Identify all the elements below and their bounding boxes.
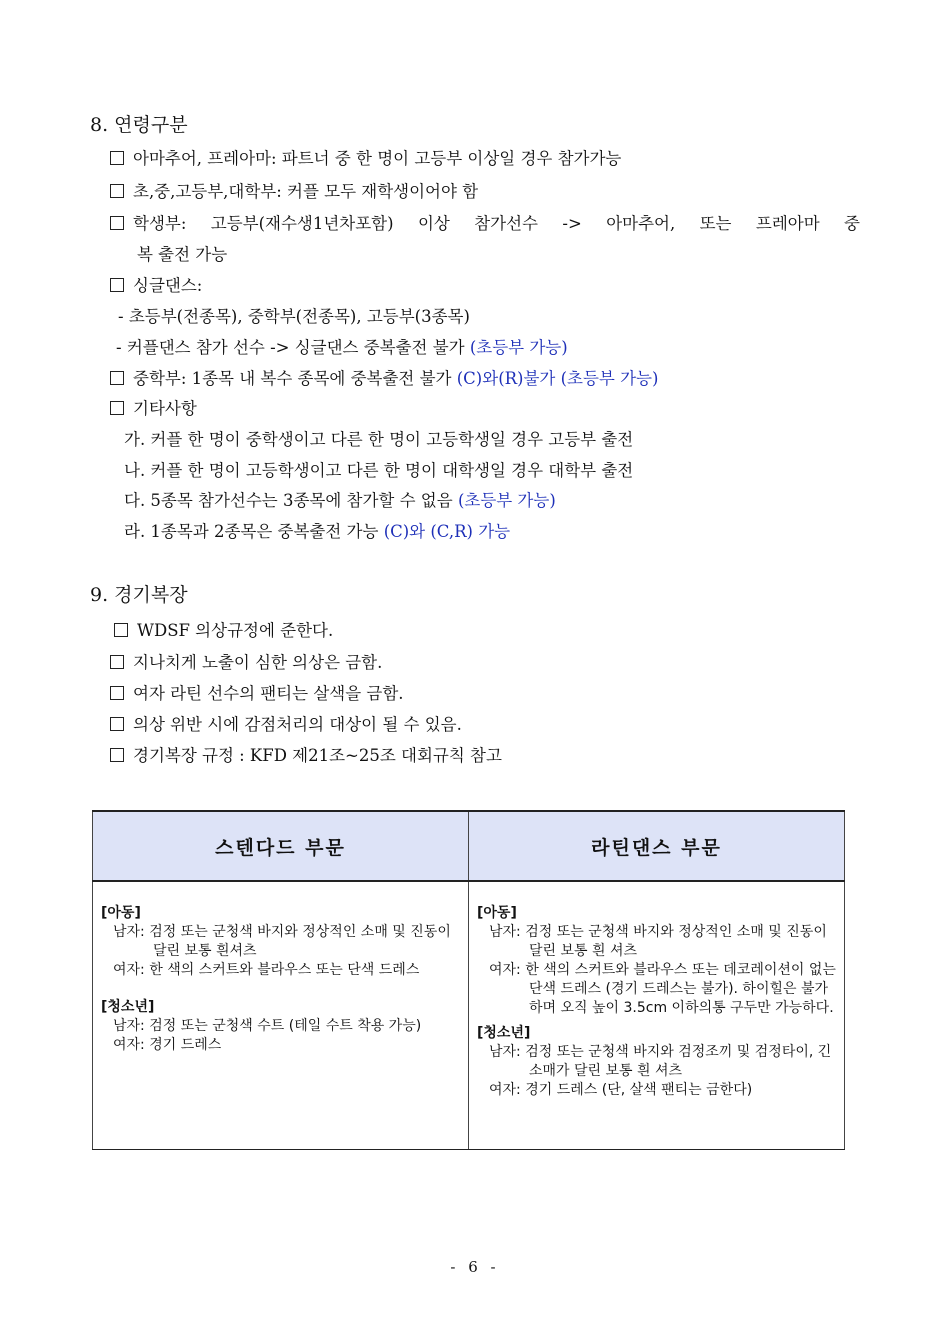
latin-youth-male: 남자: 검정 또는 군청색 바지와 검정조끼 및 검정타이, 긴 소매가 달린 보통 흰 셔츠: [489, 1044, 832, 1079]
age-item-schools: 초,중,고등부,대학부: 커플 모두 재학생이어야 함: [110, 181, 478, 203]
age-item-amateur: 아마추어, 프레아마: 파트너 중 한 명이 고등부 이상일 경우 참가가능: [110, 148, 621, 170]
standard-cell: [93, 881, 469, 1150]
single-sub-2: - 커플댄스 참가 선수 -> 싱글댄스 중복출전 불가 (초등부 가능): [116, 338, 568, 357]
checkbox-icon: [110, 216, 124, 230]
dress-item-4: 의상 위반 시에 감점처리의 대상이 될 수 있음.: [110, 714, 462, 736]
dress-item-3: 여자 라틴 선수의 팬티는 살색을 금함.: [110, 683, 404, 705]
age-item-student-cont: 복 출전 가능: [137, 245, 228, 264]
latin-youth-label: [청소년]: [477, 1025, 531, 1041]
checkbox-icon: [110, 401, 124, 415]
header-standard: 스텐다드 부문: [93, 811, 469, 881]
single-sub-1: - 초등부(전종목), 중학부(전종목), 고등부(3종목): [118, 307, 470, 326]
dress-item-2: 지나치게 노출이 심한 의상은 금함.: [110, 652, 382, 674]
checkbox-icon: [110, 278, 124, 292]
checkbox-icon: [110, 748, 124, 762]
dress-item-5: 경기복장 규정 : KFD 제21조~25조 대회규칙 참고: [110, 745, 502, 767]
checkbox-icon: [110, 717, 124, 731]
latin-cell: [469, 881, 845, 1150]
standard-child-female: 여자: 한 색의 스커트와 블라우스 또는 단색 드레스: [113, 962, 420, 978]
age-item-single: 싱글댄스:: [110, 275, 202, 297]
standard-child-male: 남자: 검정 또는 군청색 바지와 정상적인 소매 및 진동이 달린 보통 흰셔츠: [113, 924, 451, 959]
table-header-row: [93, 811, 845, 881]
checkbox-icon: [114, 623, 128, 637]
page-number: - 6 -: [450, 1258, 500, 1276]
latin-child-female: 여자: 한 색의 스커트와 블라우스 또는 데코레이션이 없는 단색 드레스 (경기 드레스는 불가). 하이힐은 불가하며 오직 높이 3.5cm 이하의통 구두만 가능하다.: [489, 962, 836, 1016]
standard-child-label: [아동]: [101, 905, 141, 921]
age-item-etc: 기타사항: [110, 398, 197, 420]
section-8-title: 8. 연령구분: [90, 114, 188, 136]
checkbox-icon: [110, 655, 124, 669]
checkbox-icon: [110, 371, 124, 385]
age-item-middle: 중학부: 1종목 내 복수 종목에 중복출전 불가 (C)와(R)불가 (초등부 가능): [110, 368, 658, 390]
standard-youth-female: 여자: 경기 드레스: [113, 1037, 222, 1053]
etc-item-3: 다. 5종목 참가선수는 3종목에 참가할 수 없음 (초등부 가능): [124, 491, 556, 510]
standard-youth-label: [청소년]: [101, 999, 155, 1015]
standard-youth-male: 남자: 검정 또는 군청색 수트 (테일 수트 착용 가능): [113, 1018, 422, 1034]
latin-child-label: [아동]: [477, 905, 517, 921]
dress-item-1: WDSF 의상규정에 준한다.: [114, 620, 333, 642]
table-row: [93, 881, 845, 1150]
etc-item-2: 나. 커플 한 명이 고등학생이고 다른 한 명이 대학생일 경우 대학부 출전: [124, 461, 634, 480]
dress-code-table: [92, 810, 845, 1150]
latin-youth-female: 여자: 경기 드레스 (단, 살색 팬티는 금한다): [489, 1082, 753, 1098]
section-9-title: 9. 경기복장: [90, 584, 188, 606]
checkbox-icon: [110, 184, 124, 198]
latin-child-male: 남자: 검정 또는 군청색 바지와 정상적인 소매 및 진동이 달린 보통 흰 셔츠: [489, 924, 827, 959]
checkbox-icon: [110, 151, 124, 165]
etc-item-4: 라. 1종목과 2종목은 중복출전 가능 (C)와 (C,R) 가능: [124, 522, 511, 541]
etc-item-1: 가. 커플 한 명이 중학생이고 다른 한 명이 고등학생일 경우 고등부 출전: [124, 430, 634, 449]
header-latin: 라틴댄스 부문: [469, 811, 845, 881]
checkbox-icon: [110, 686, 124, 700]
age-item-student: 학생부: 고등부(재수생1년차포함) 이상 참가선수 -> 아마추어, 또는 프레아마 중: [110, 213, 860, 235]
